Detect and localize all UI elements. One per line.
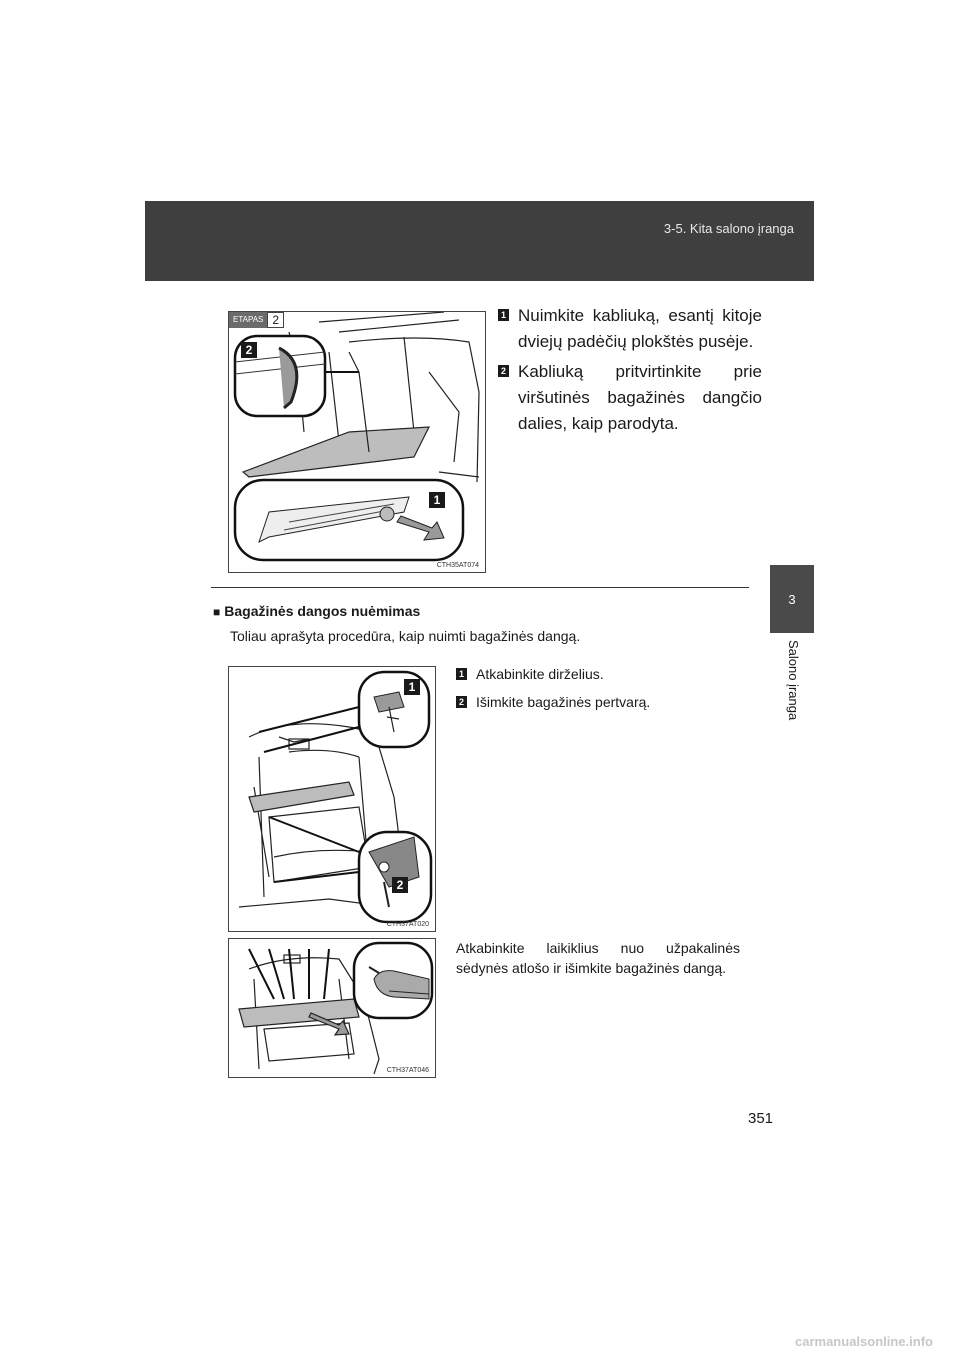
- stage-label: ETAPAS: [229, 312, 267, 328]
- stage-indicator: [229, 312, 284, 328]
- figure-code: CTH35AT074: [436, 562, 479, 569]
- step-text: Atkabinkite dirželius.: [476, 666, 604, 682]
- chapter-tab: [770, 565, 814, 633]
- intro-text: Toliau aprašyta procedūra, kaip nuimti bagažinės dangą.: [230, 628, 581, 644]
- step-text: Nuimkite kabliuką, esantį kitoje dviejų padėčių plokštės pusėje.: [518, 306, 762, 351]
- step-item: [498, 303, 762, 355]
- steps-figure-1: [498, 303, 762, 441]
- figure-2-marker-1: 1: [404, 679, 420, 695]
- figure-straps-partition: [228, 666, 436, 932]
- step-number-badge: 1: [456, 668, 467, 680]
- figure-3-illustration: [229, 939, 435, 1077]
- figure-2-marker-2: 2: [392, 877, 408, 893]
- header-band: [145, 201, 814, 281]
- instruction-note: Atkabinkite laikiklius nuo užpakalinės sėdynės atlošo ir išimkite bagažinės dangą.: [456, 940, 740, 976]
- step-number-badge: 1: [498, 309, 509, 321]
- step-item: [456, 692, 650, 712]
- step-item: [498, 359, 762, 437]
- chapter-title: Salono įranga: [786, 640, 801, 721]
- heading-bullet: ■: [213, 605, 221, 619]
- figure-code: CTH37AT046: [386, 1067, 429, 1074]
- page-number: 351: [748, 1110, 774, 1127]
- figure-1-marker-2: 2: [241, 342, 257, 358]
- step-text: Išimkite bagažinės pertvarą.: [476, 694, 651, 710]
- inset-holder-detail: [354, 943, 432, 1018]
- watermark: carmanualsonline.info: [795, 1334, 933, 1349]
- figure-code: CTH37AT020: [386, 921, 429, 928]
- figure-step-2-hook: [228, 311, 486, 573]
- figure-1-marker-1: 1: [429, 492, 445, 508]
- heading-text: Bagažinės dangos nuėmimas: [224, 603, 421, 619]
- section-title: 3-5. Kita salono įranga: [663, 221, 794, 236]
- subsection-heading: [213, 603, 420, 619]
- steps-figure-2: [456, 664, 650, 720]
- chapter-number: 3: [788, 591, 796, 607]
- step-number-badge: 2: [456, 696, 467, 708]
- figure-remove-cover: [228, 938, 436, 1078]
- section-divider: [211, 587, 749, 588]
- step-text: Kabliuką pritvirtinkite prie viršutinės bagažinės dangčio dalies, kaip parodyta.: [518, 362, 762, 433]
- figure-1-illustration: [229, 312, 485, 572]
- stage-number: 2: [267, 312, 284, 328]
- step-item: [456, 664, 650, 684]
- step-number-badge: 2: [498, 365, 509, 377]
